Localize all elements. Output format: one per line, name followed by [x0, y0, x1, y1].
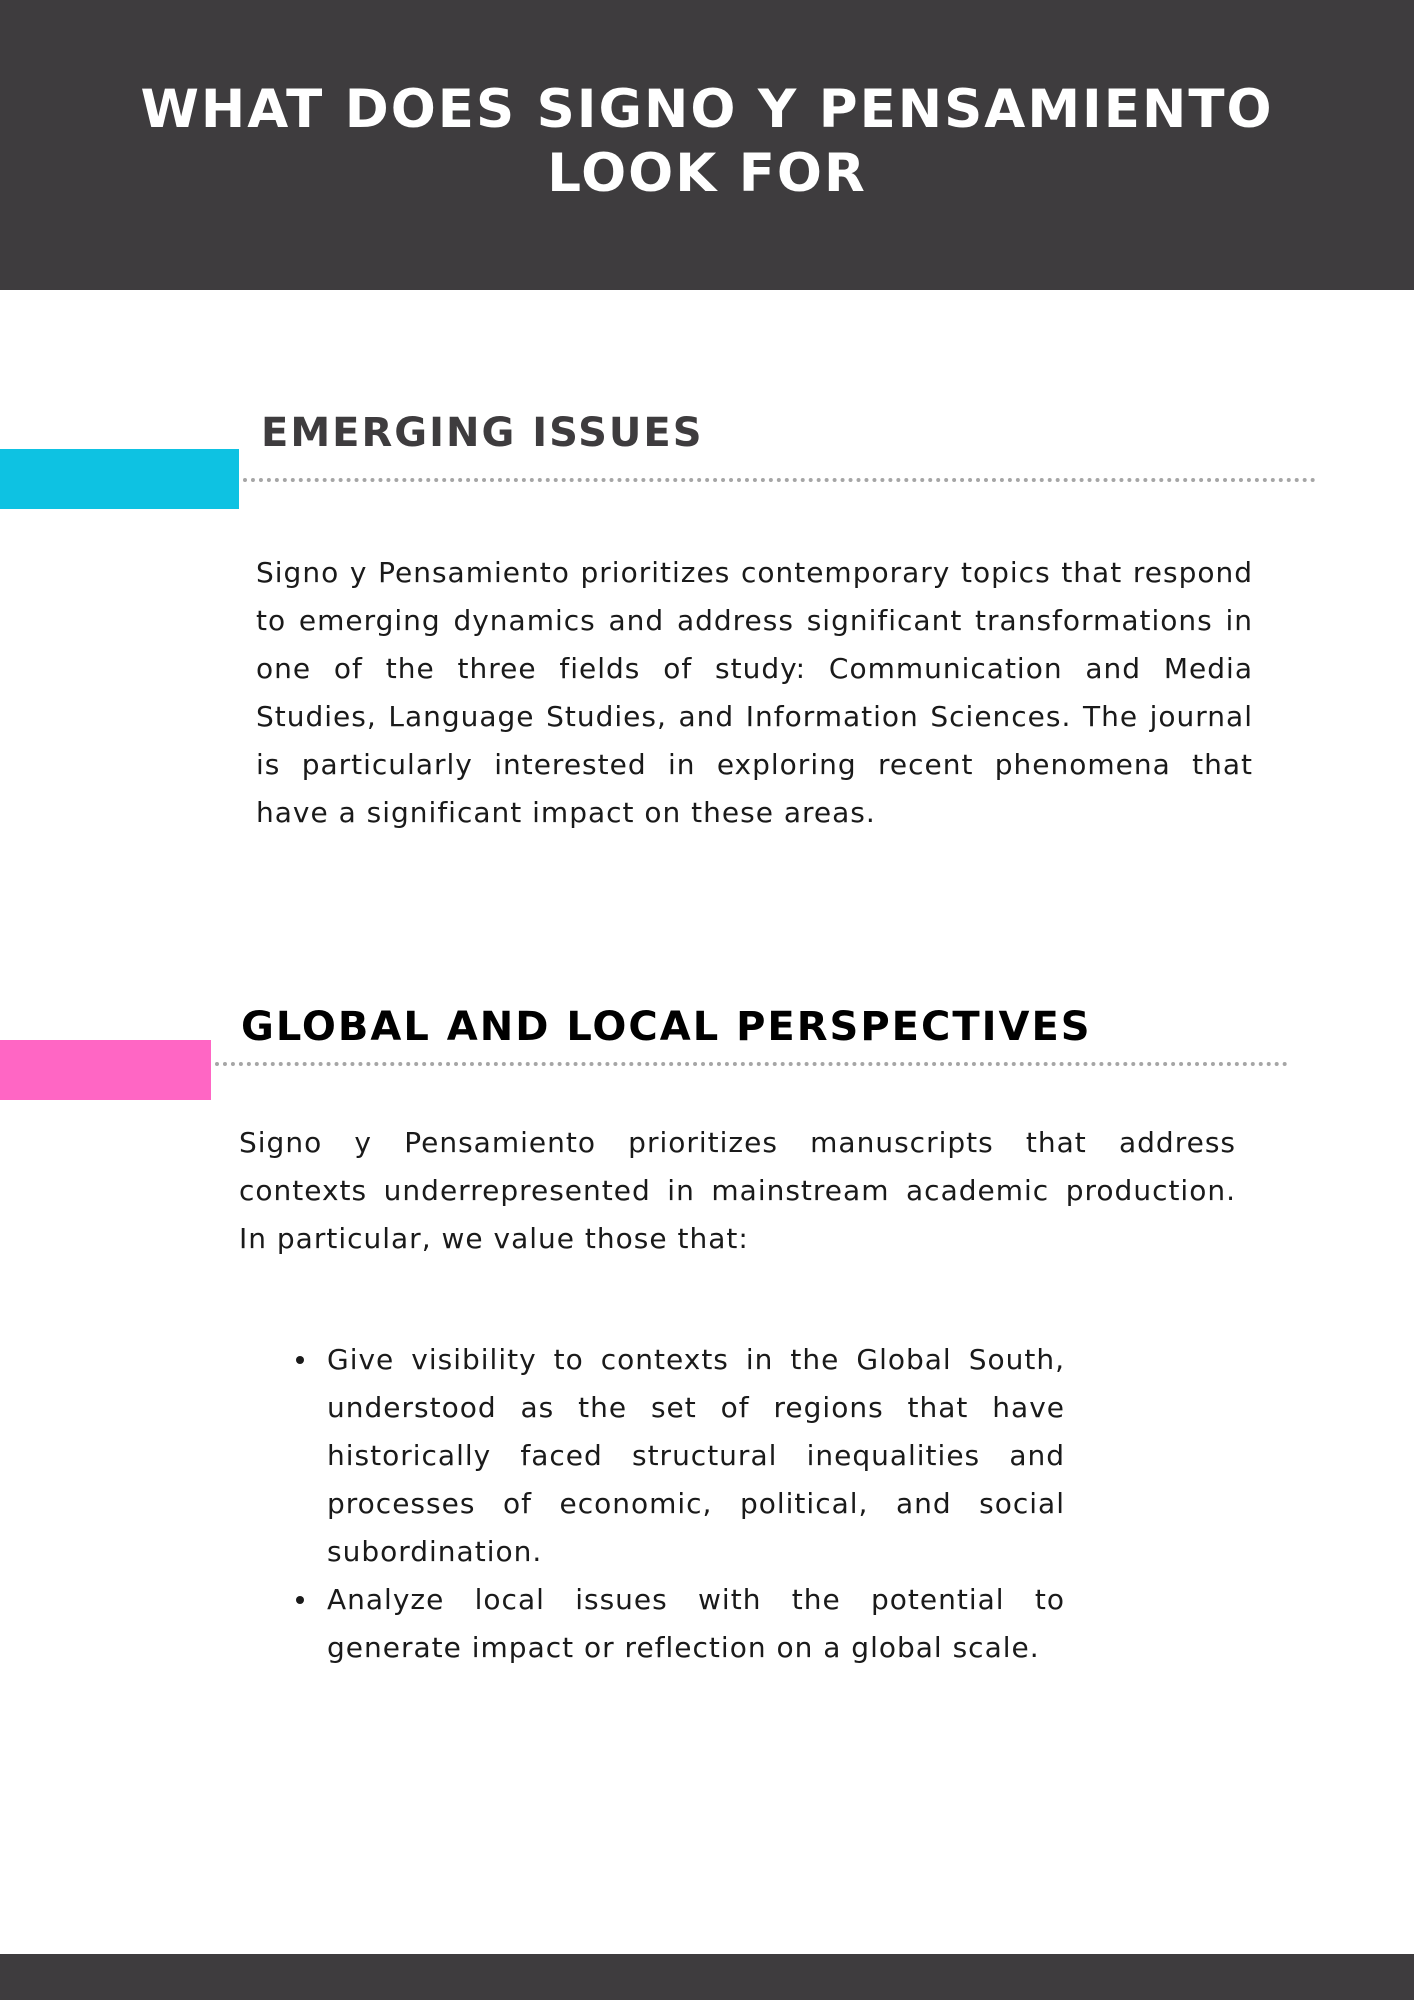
- page-title: WHAT DOES SIGNO Y PENSAMIENTO LOOK FOR: [140, 79, 1274, 204]
- list-item-text: Give visibility to contexts in the Global South, understood as the set of regions that have historically faced structural inequalities and processes of economic, political, and social subordination.: [327, 1343, 1065, 1568]
- section-accent-bar-cyan: [0, 449, 239, 509]
- section-paragraph-emerging-issues: Signo y Pensamiento prioritizes contemporary topics that respond to emerging dynamics and address significant transformations in one of the three fields of study: Communication and Media Studies, Language Studies, and Information Sciences. The journal is particularly interested in exploring recent phenomena that have a significant impact on these areas.: [256, 556, 1253, 829]
- section-heading-emerging-issues: EMERGING ISSUES: [261, 410, 704, 456]
- list-item: [327, 1576, 1065, 1672]
- section-heading-global-local: GLOBAL AND LOCAL PERSPECTIVES: [241, 1004, 1092, 1050]
- header-band: [0, 0, 1414, 290]
- section-divider: [243, 478, 1316, 482]
- section-divider: [215, 1062, 1288, 1066]
- section-accent-bar-pink: [0, 1040, 211, 1100]
- bullet-icon: [296, 1596, 304, 1604]
- bullet-icon: [296, 1356, 304, 1364]
- list-item-text: Analyze local issues with the potential to generate impact or reflection on a global scale.: [327, 1583, 1065, 1664]
- section-paragraph-global-local: Signo y Pensamiento prioritizes manuscripts that address contexts underrepresented in mainstream academic production. In particular, we value those that:: [239, 1126, 1236, 1255]
- list-item: [327, 1336, 1065, 1576]
- footer-band: [0, 1954, 1414, 2000]
- bullet-list: [327, 1336, 1065, 1672]
